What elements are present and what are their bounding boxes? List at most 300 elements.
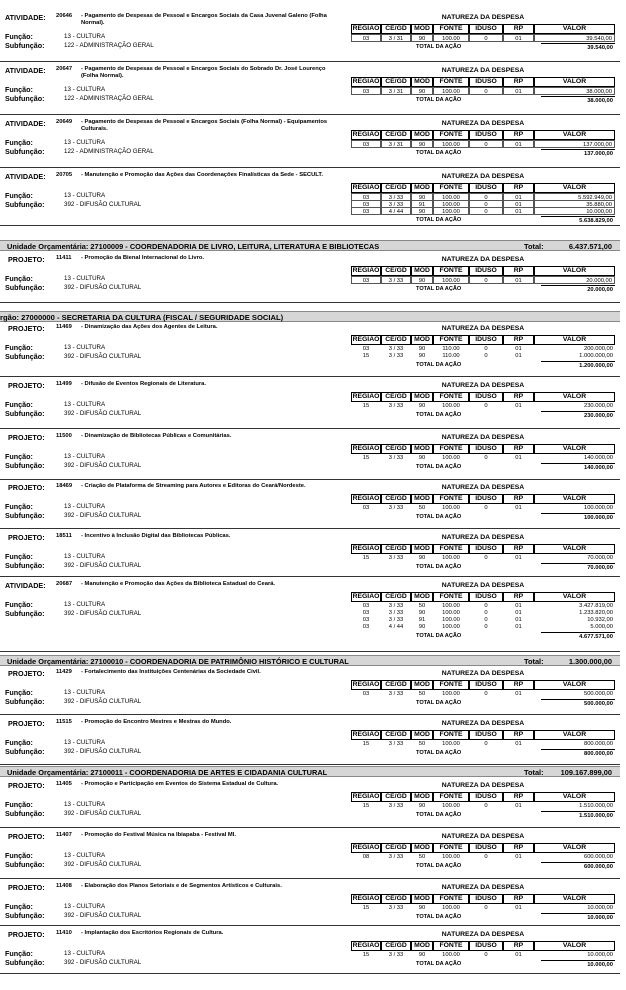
cell-cegd: 3 / 31 [381, 87, 411, 95]
funcao-label: Função: [5, 552, 33, 561]
subfuncao-label: Subfunção: [5, 147, 45, 156]
column-header-iduso: IDUSO [469, 77, 503, 87]
natureza-heading: NATUREZA DA DESPESA [441, 256, 525, 263]
column-header-mod: MOD [411, 392, 433, 402]
cell-regiao: 03 [351, 87, 381, 95]
bar-total-label: Total: [524, 242, 544, 251]
cell-mod: 50 [418, 505, 426, 511]
cell-cegd: 3 / 33 [388, 617, 404, 623]
cell-fonte: 100.00 [442, 691, 460, 697]
cell-regiao: 03 [351, 276, 381, 284]
column-header-rp: RP [503, 792, 534, 802]
funcao-label: Função: [5, 851, 33, 860]
cell-iduso: 0 [484, 555, 488, 561]
total-label: TOTAL DA AÇÃO [416, 564, 462, 570]
total-value: 4.677.571,00 [541, 632, 615, 641]
cell-cegd: 3 / 33 [388, 952, 404, 958]
subfuncao-value: 392 - DIFUSÃO CULTURAL [64, 462, 142, 469]
cell-regiao: 15 [362, 403, 370, 409]
cell-mod: 90 [418, 353, 426, 359]
column-header-rp: RP [503, 444, 534, 454]
entry-kind-label: ATIVIDADE: [5, 66, 46, 75]
cell-regiao: 15 [362, 353, 370, 359]
total-value: 1.510.000,00 [541, 811, 615, 820]
cell-cegd: 3 / 33 [388, 741, 404, 747]
total-row [351, 361, 615, 369]
column-header-mod: MOD [411, 130, 433, 140]
entry-kind-label: PROJETO: [8, 483, 45, 492]
natureza-heading: NATUREZA DA DESPESA [441, 14, 525, 21]
cell-iduso: 0 [484, 854, 488, 860]
cell-regiao: 03 [362, 617, 370, 623]
budget-entry [0, 252, 620, 303]
funcao-value: 13 - CULTURA [64, 401, 106, 408]
column-header-regiao: REGIÃO [352, 25, 380, 32]
entry-code: 18469 [56, 483, 73, 489]
column-header-iduso: IDUSO [469, 444, 503, 454]
table-row [351, 207, 615, 215]
funcao-label: Função: [5, 343, 33, 352]
cell-rp: 01 [503, 207, 534, 215]
cell-cegd: 3 / 33 [388, 353, 404, 359]
cell-fonte: 100.00 [442, 617, 460, 623]
cell-iduso: 0 [484, 624, 488, 630]
cell-iduso: 0 [469, 34, 503, 42]
natureza-heading: NATUREZA DA DESPESA [441, 67, 525, 74]
subfuncao-value: 392 - DIFUSÃO CULTURAL [64, 810, 142, 817]
cell-regiao: 03 [362, 691, 370, 697]
total-value: 38.000,00 [541, 96, 615, 105]
subfuncao-value: 392 - DIFUSÃO CULTURAL [64, 698, 142, 705]
bar-total-value: 6.437.571,00 [568, 242, 612, 251]
entry-kind-label: PROJETO: [8, 781, 45, 790]
total-row [351, 699, 615, 707]
funcao-label: Função: [5, 949, 33, 958]
cell-valor: 10.000,00 [587, 905, 613, 911]
total-value: 1.200.000,00 [541, 361, 615, 370]
natureza-heading: NATUREZA DA DESPESA [441, 325, 525, 332]
column-header-mod: MOD [411, 792, 433, 802]
column-header-cegd: CE/GD [381, 130, 411, 140]
column-header-cegd: CE/GD [381, 266, 411, 276]
cell-cegd: 3 / 33 [388, 603, 404, 609]
entry-kind-label: ATIVIDADE: [5, 172, 46, 181]
column-header-valor: VALOR [534, 792, 615, 802]
table-row [351, 352, 615, 360]
cell-cegd: 3 / 33 [381, 276, 411, 284]
funcao-value: 13 - CULTURA [64, 139, 106, 146]
table-row [351, 140, 615, 148]
cell-iduso: 0 [469, 140, 503, 148]
column-header-iduso: IDUSO [469, 392, 503, 402]
column-header-mod: MOD [411, 183, 433, 193]
bar-title: Unidade Orçamentária: 27100011 - COORDENADORIA DE ARTES E CIDADANIA CULTURAL [7, 768, 328, 777]
cell-fonte: 100.00 [433, 207, 469, 215]
funcao-label: Função: [5, 902, 33, 911]
cell-fonte: 100.00 [442, 952, 460, 958]
cell-fonte: 100.00 [442, 741, 460, 747]
column-header-mod: MOD [411, 494, 433, 504]
column-header-mod: MOD [411, 544, 433, 554]
column-header-mod: MOD [411, 335, 433, 345]
cell-iduso: 0 [484, 403, 488, 409]
column-header-mod: MOD [411, 894, 433, 904]
funcao-label: Função: [5, 400, 33, 409]
total-label: TOTAL DA AÇÃO [416, 464, 462, 470]
cell-valor: 100.000,00 [583, 505, 613, 511]
cell-fonte: 100.00 [442, 505, 460, 511]
entry-code: 11515 [56, 719, 72, 725]
cell-mod: 90 [418, 455, 426, 461]
cell-iduso: 0 [469, 200, 503, 208]
cell-regiao: 03 [351, 200, 381, 208]
cell-regiao: 15 [362, 803, 370, 809]
table-row [351, 87, 615, 95]
funcao-value: 13 - CULTURA [64, 453, 106, 460]
column-header-cegd: CE/GD [381, 792, 411, 802]
column-header-iduso: IDUSO [469, 335, 503, 345]
funcao-value: 13 - CULTURA [64, 903, 106, 910]
entry-kind-label: PROJETO: [8, 930, 45, 939]
table-row [351, 504, 615, 512]
cell-regiao: 15 [362, 741, 370, 747]
column-header-regiao: REGIÃO [352, 336, 380, 343]
budget-entry [0, 880, 620, 926]
table-row [351, 853, 615, 861]
budget-entry [0, 927, 620, 974]
column-header-fonte: FONTE [433, 24, 469, 34]
total-label: TOTAL DA AÇÃO [416, 286, 462, 292]
total-label: TOTAL DA AÇÃO [416, 914, 462, 920]
column-header-rp: RP [503, 494, 534, 504]
cell-rp: 01 [515, 346, 522, 352]
cell-iduso: 0 [484, 346, 488, 352]
column-header-regiao: REGIÃO [352, 131, 380, 138]
column-header-fonte: FONTE [433, 494, 469, 504]
cell-cegd: 3 / 33 [388, 346, 404, 352]
column-header-iduso: IDUSO [469, 843, 503, 853]
table-row [351, 276, 615, 284]
total-label: TOTAL DA AÇÃO [416, 514, 462, 520]
column-header-regiao: REGIÃO [352, 495, 380, 502]
entry-description: - Criação de Plataforma de Streaming para Autores e Editoras do Ceará/Nordeste. [81, 483, 306, 489]
cell-regiao: 03 [351, 140, 381, 148]
funcao-value: 13 - CULTURA [64, 86, 106, 93]
cell-mod: 90 [418, 610, 426, 616]
column-header-fonte: FONTE [433, 730, 469, 740]
cell-mod: 90 [411, 87, 433, 95]
cell-iduso: 0 [469, 207, 503, 215]
column-header-valor: VALOR [534, 680, 615, 690]
bar-title: rgão: 27000000 - SECRETARIA DA CULTURA (FISCAL / SEGURIDADE SOCIAL) [0, 313, 284, 322]
cell-rp: 01 [515, 455, 522, 461]
funcao-value: 13 - CULTURA [64, 852, 106, 859]
cell-fonte: 100.00 [442, 603, 460, 609]
column-header-iduso: IDUSO [469, 494, 503, 504]
natureza-heading: NATUREZA DA DESPESA [441, 670, 525, 677]
column-header-iduso: IDUSO [469, 680, 503, 690]
cell-regiao: 15 [362, 555, 370, 561]
cell-rp: 01 [515, 803, 522, 809]
table-row [351, 454, 615, 462]
entry-kind-label: PROJETO: [8, 255, 45, 264]
cell-mod: 90 [411, 207, 433, 215]
funcao-label: Função: [5, 32, 33, 41]
funcao-value: 13 - CULTURA [64, 192, 106, 199]
subfuncao-value: 122 - ADMINISTRAÇÃO GERAL [64, 148, 154, 155]
funcao-value: 13 - CULTURA [64, 689, 106, 696]
column-header-fonte: FONTE [433, 544, 469, 554]
column-header-fonte: FONTE [433, 183, 469, 193]
column-header-iduso: IDUSO [469, 730, 503, 740]
funcao-label: Função: [5, 85, 33, 94]
column-header-valor: VALOR [534, 444, 615, 454]
total-row [351, 862, 615, 870]
natureza-heading: NATUREZA DA DESPESA [441, 833, 525, 840]
cell-cegd: 3 / 31 [381, 140, 411, 148]
budget-entry [0, 530, 620, 577]
cell-valor: 38.000,00 [534, 87, 615, 95]
cell-fonte: 100.00 [433, 193, 469, 201]
cell-rp: 01 [515, 952, 522, 958]
total-label: TOTAL DA AÇÃO [416, 961, 462, 967]
cell-rp: 01 [515, 624, 522, 630]
cell-fonte: 110.00 [442, 353, 460, 359]
cell-regiao: 03 [351, 207, 381, 215]
column-header-cegd: CE/GD [381, 335, 411, 345]
entry-description: - Pagamento de Despesas de Pessoal e Encargos Sociais do Sobrado Dr. José Lourenço (Folha Normal). [81, 66, 326, 79]
subfuncao-label: Subfunção: [5, 809, 45, 818]
cell-fonte: 100.00 [433, 34, 469, 42]
cell-regiao: 15 [362, 455, 370, 461]
entry-code: 11407 [56, 832, 72, 838]
subfuncao-value: 392 - DIFUSÃO CULTURAL [64, 410, 142, 417]
bar-total-value: 1.300.000,00 [568, 657, 612, 666]
column-header-rp: RP [503, 680, 534, 690]
column-header-cegd: CE/GD [381, 392, 411, 402]
cell-mod: 90 [411, 34, 433, 42]
cell-iduso: 0 [469, 87, 503, 95]
entry-code: 11405 [56, 781, 72, 787]
funcao-value: 13 - CULTURA [64, 344, 106, 351]
column-header-regiao: REGIÃO [352, 731, 380, 738]
cell-rp: 01 [515, 610, 522, 616]
cell-cegd: 3 / 33 [388, 854, 404, 860]
column-header-iduso: IDUSO [469, 266, 503, 276]
natureza-heading: NATUREZA DA DESPESA [441, 782, 525, 789]
column-header-mod: MOD [411, 444, 433, 454]
natureza-heading: NATUREZA DA DESPESA [441, 884, 525, 891]
column-header-valor: VALOR [534, 266, 615, 276]
table-row [351, 690, 615, 698]
cell-mod: 50 [418, 603, 426, 609]
column-header-cegd: CE/GD [381, 941, 411, 951]
column-header-cegd: CE/GD [381, 592, 411, 602]
funcao-label: Função: [5, 452, 33, 461]
total-row [351, 96, 615, 104]
total-value: 10.000,00 [541, 913, 615, 922]
entry-code: 20646 [56, 13, 73, 19]
budget-entry [0, 116, 620, 168]
budget-entry [0, 716, 620, 765]
cell-mod: 91 [411, 200, 433, 208]
cell-valor: 20.000,00 [534, 276, 615, 284]
budget-entry [0, 378, 620, 429]
total-label: TOTAL DA AÇÃO [416, 150, 462, 156]
column-header-cegd: CE/GD [381, 730, 411, 740]
column-header-regiao: REGIÃO [352, 445, 380, 452]
cell-valor: 600.000,00 [583, 854, 613, 860]
total-label: TOTAL DA AÇÃO [416, 863, 462, 869]
entry-code: 11408 [56, 883, 72, 889]
subfuncao-label: Subfunção: [5, 200, 45, 209]
entry-kind-label: PROJETO: [8, 324, 45, 333]
cell-iduso: 0 [484, 353, 488, 359]
subfuncao-value: 392 - DIFUSÃO CULTURAL [64, 562, 142, 569]
column-header-valor: VALOR [534, 592, 615, 602]
total-value: 800.000,00 [541, 749, 615, 758]
cell-valor: 3.427.819,00 [579, 603, 613, 609]
column-header-valor: VALOR [534, 24, 615, 34]
column-header-valor: VALOR [534, 941, 615, 951]
total-value: 70.000,00 [541, 563, 615, 572]
subfuncao-label: Subfunção: [5, 409, 45, 418]
cell-rp: 01 [503, 87, 534, 95]
unidade-orcamentaria-bar [0, 655, 620, 666]
subfuncao-value: 392 - DIFUSÃO CULTURAL [64, 959, 142, 966]
budget-entry [0, 169, 620, 226]
cell-rp: 01 [515, 691, 522, 697]
subfuncao-label: Subfunção: [5, 461, 45, 470]
entry-code: 20647 [56, 66, 73, 72]
cell-mod: 90 [418, 555, 426, 561]
subfuncao-label: Subfunção: [5, 958, 45, 967]
entry-code: 11469 [56, 324, 72, 330]
total-row [351, 811, 615, 819]
cell-valor: 1.000.000,00 [579, 353, 613, 359]
total-row [351, 411, 615, 419]
column-header-fonte: FONTE [433, 894, 469, 904]
cell-fonte: 100.00 [433, 276, 469, 284]
entry-kind-label: ATIVIDADE: [5, 119, 46, 128]
bar-title: Unidade Orçamentária: 27100009 - COORDENADORIA DE LIVRO, LEITURA, LITERATURA E BIBLIOTECAS [7, 242, 380, 251]
cell-iduso: 0 [484, 505, 488, 511]
cell-cegd: 3 / 33 [388, 610, 404, 616]
column-header-valor: VALOR [534, 730, 615, 740]
column-header-rp: RP [503, 130, 534, 140]
entry-description: - Pagamento de Despesas de Pessoal e Encargos Sociais da Casa Juvenal Galeno (Folha Normal). [81, 13, 327, 26]
column-header-regiao: REGIÃO [352, 593, 380, 600]
funcao-label: Função: [5, 502, 33, 511]
entry-kind-label: PROJETO: [8, 533, 45, 542]
cell-valor: 1.233.820,00 [579, 610, 613, 616]
entry-description: - Incentivo à Inclusão Digital das Bibliotecas Públicas. [81, 533, 231, 539]
total-label: TOTAL DA AÇÃO [416, 812, 462, 818]
funcao-value: 13 - CULTURA [64, 739, 106, 746]
cell-fonte: 100.00 [442, 905, 460, 911]
column-header-mod: MOD [411, 24, 433, 34]
cell-rp: 01 [503, 193, 534, 201]
cell-valor: 70.000,00 [587, 555, 613, 561]
total-row [351, 513, 615, 521]
subfuncao-value: 392 - DIFUSÃO CULTURAL [64, 861, 142, 868]
cell-rp: 01 [503, 276, 534, 284]
cell-valor: 230.000,00 [583, 403, 613, 409]
entry-kind-label: ATIVIDADE: [5, 581, 46, 590]
cell-cegd: 3 / 33 [381, 193, 411, 201]
cell-valor: 1.510.000,00 [579, 803, 613, 809]
total-label: TOTAL DA AÇÃO [416, 412, 462, 418]
entry-code: 18511 [56, 533, 72, 539]
column-header-fonte: FONTE [433, 130, 469, 140]
total-label: TOTAL DA AÇÃO [416, 750, 462, 756]
cell-mod: 91 [418, 617, 426, 623]
column-header-rp: RP [503, 730, 534, 740]
funcao-value: 13 - CULTURA [64, 950, 106, 957]
bar-total-value: 109.167.899,00 [560, 768, 612, 777]
budget-entry [0, 829, 620, 879]
table-row [351, 951, 615, 959]
cell-rp: 01 [515, 403, 522, 409]
unidade-orcamentaria-bar [0, 766, 620, 777]
column-header-mod: MOD [411, 843, 433, 853]
column-header-fonte: FONTE [433, 792, 469, 802]
subfuncao-value: 392 - DIFUSÃO CULTURAL [64, 912, 142, 919]
column-header-valor: VALOR [534, 544, 615, 554]
budget-entry [0, 63, 620, 115]
funcao-value: 13 - CULTURA [64, 601, 106, 608]
cell-mod: 90 [418, 803, 426, 809]
budget-entry [0, 480, 620, 529]
subfuncao-value: 122 - ADMINISTRAÇÃO GERAL [64, 42, 154, 49]
cell-cegd: 3 / 33 [381, 200, 411, 208]
column-header-rp: RP [503, 843, 534, 853]
column-header-fonte: FONTE [433, 266, 469, 276]
cell-rp: 01 [515, 905, 522, 911]
column-header-mod: MOD [411, 592, 433, 602]
column-header-regiao: REGIÃO [352, 681, 380, 688]
cell-iduso: 0 [484, 741, 488, 747]
cell-valor: 10.932,00 [587, 617, 613, 623]
cell-rp: 01 [515, 505, 522, 511]
column-header-valor: VALOR [534, 130, 615, 140]
column-header-fonte: FONTE [433, 592, 469, 602]
column-header-rp: RP [503, 392, 534, 402]
cell-valor: 800.000,00 [583, 741, 613, 747]
total-value: 500.000,00 [541, 699, 615, 708]
cell-valor: 10.000,00 [534, 207, 615, 215]
column-header-fonte: FONTE [433, 335, 469, 345]
subfuncao-label: Subfunção: [5, 283, 45, 292]
entry-description: - Promoção da Bienal Internacional do Livro. [81, 255, 205, 261]
column-header-valor: VALOR [534, 894, 615, 904]
entry-description: - Implantação dos Escritórios Regionais de Cultura. [81, 930, 224, 936]
column-header-valor: VALOR [534, 335, 615, 345]
cell-mod: 90 [411, 276, 433, 284]
column-header-fonte: FONTE [433, 680, 469, 690]
entry-kind-label: PROJETO: [8, 381, 45, 390]
cell-fonte: 100.00 [442, 610, 460, 616]
total-label: TOTAL DA AÇÃO [416, 362, 462, 368]
cell-rp: 01 [503, 34, 534, 42]
total-value: 10.000,00 [541, 960, 615, 969]
cell-fonte: 100.00 [442, 624, 460, 630]
column-header-valor: VALOR [534, 77, 615, 87]
natureza-heading: NATUREZA DA DESPESA [441, 931, 525, 938]
cell-valor: 137.000,00 [534, 140, 615, 148]
cell-valor: 200.000,00 [583, 346, 613, 352]
column-header-cegd: CE/GD [381, 894, 411, 904]
